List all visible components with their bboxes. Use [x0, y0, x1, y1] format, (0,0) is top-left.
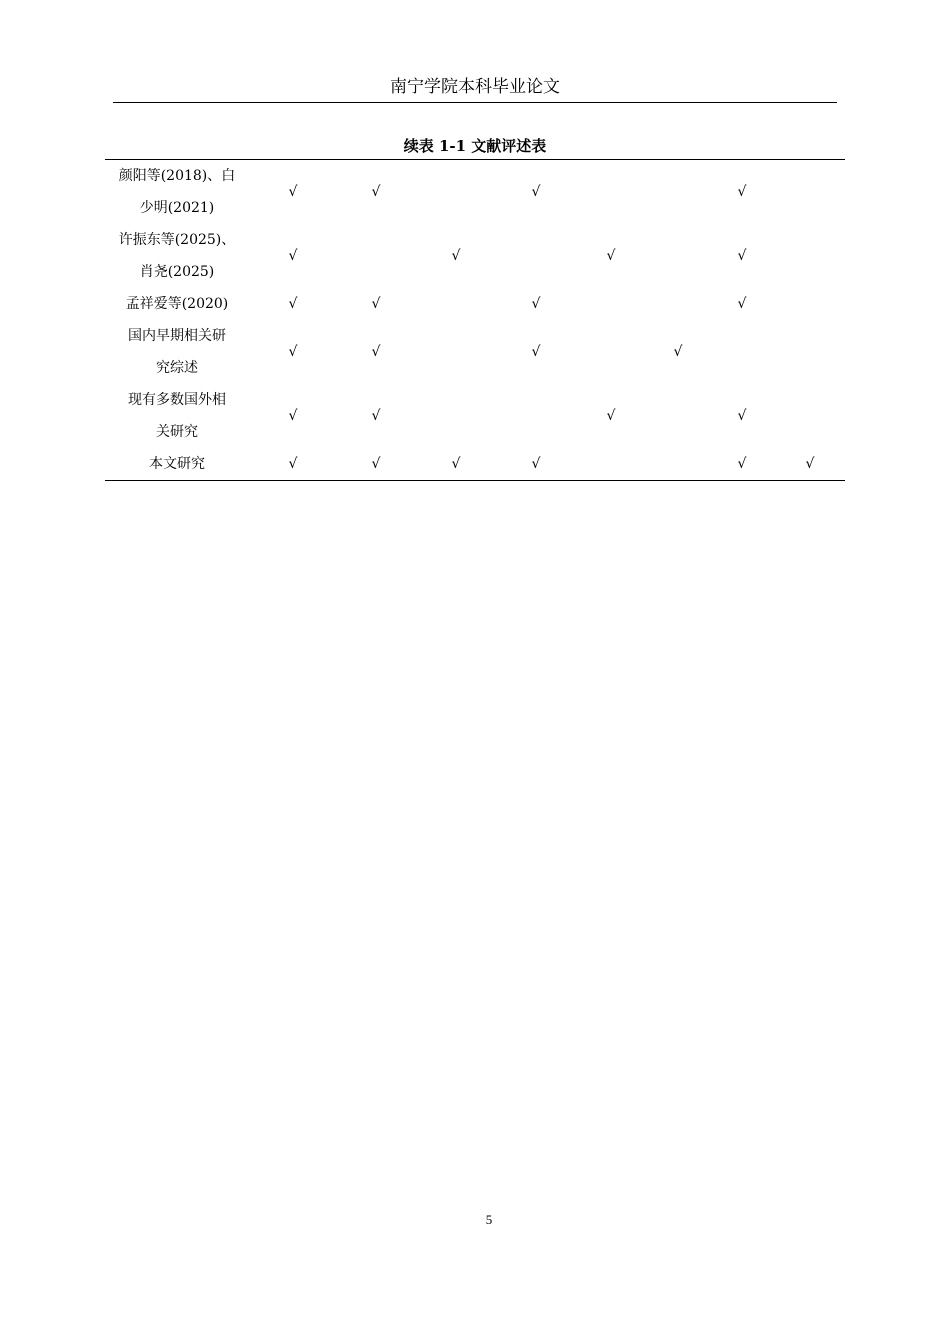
check-cell [647, 288, 709, 320]
check-cell [575, 160, 647, 225]
running-header [113, 74, 837, 103]
check-cell: √ [737, 408, 747, 424]
table-row [105, 288, 845, 320]
check-cell: √ [371, 184, 381, 200]
check-cell [775, 384, 845, 448]
check-cell [415, 288, 497, 320]
check-cell: √ [531, 184, 541, 200]
check-cell: √ [531, 456, 541, 472]
row-label: 国内早期相关研 究综述 [128, 328, 226, 376]
check-cell: √ [737, 456, 747, 472]
check-cell: √ [288, 344, 298, 360]
check-cell [497, 384, 575, 448]
check-cell: √ [531, 296, 541, 312]
check-cell: √ [371, 408, 381, 424]
check-cell: √ [737, 248, 747, 264]
check-cell [575, 448, 647, 481]
table-row [105, 160, 845, 225]
check-cell: √ [673, 344, 683, 360]
check-cell [415, 320, 497, 384]
check-cell: √ [451, 248, 461, 264]
check-cell [337, 224, 415, 288]
check-cell: √ [288, 296, 298, 312]
check-cell [647, 384, 709, 448]
check-cell: √ [805, 456, 815, 472]
check-cell: √ [451, 456, 461, 472]
table-caption: 续表 1-1 文献评述表 [403, 137, 547, 155]
check-cell: √ [288, 408, 298, 424]
check-cell: √ [531, 344, 541, 360]
check-cell: √ [288, 456, 298, 472]
row-label: 许振东等(2025)、 肖尧(2025) [118, 232, 236, 280]
check-cell: √ [737, 184, 747, 200]
check-cell [775, 160, 845, 225]
table-row [105, 320, 845, 384]
check-cell [709, 320, 775, 384]
literature-review-table [105, 159, 845, 481]
header-title: 南宁学院本科毕业论文 [390, 77, 560, 97]
check-cell: √ [737, 296, 747, 312]
check-cell [647, 160, 709, 225]
table-row [105, 224, 845, 288]
check-cell: √ [288, 248, 298, 264]
check-cell: √ [288, 184, 298, 200]
check-cell: √ [371, 456, 381, 472]
check-cell [575, 288, 647, 320]
check-cell: √ [606, 248, 616, 264]
table-row [105, 384, 845, 448]
check-cell: √ [371, 296, 381, 312]
row-label: 颜阳等(2018)、白 少明(2021) [118, 168, 236, 216]
table-row [105, 448, 845, 481]
check-cell [415, 160, 497, 225]
check-cell [415, 384, 497, 448]
check-cell [497, 224, 575, 288]
check-cell [775, 224, 845, 288]
check-cell: √ [371, 344, 381, 360]
row-label: 孟祥爱等(2020) [125, 296, 229, 312]
check-cell [575, 320, 647, 384]
check-cell [647, 448, 709, 481]
page-number: 5 [485, 1212, 493, 1227]
check-cell [647, 224, 709, 288]
row-label: 现有多数国外相 关研究 [128, 392, 226, 440]
check-cell: √ [606, 408, 616, 424]
check-cell [775, 288, 845, 320]
row-label: 本文研究 [149, 456, 205, 472]
check-cell [775, 320, 845, 384]
